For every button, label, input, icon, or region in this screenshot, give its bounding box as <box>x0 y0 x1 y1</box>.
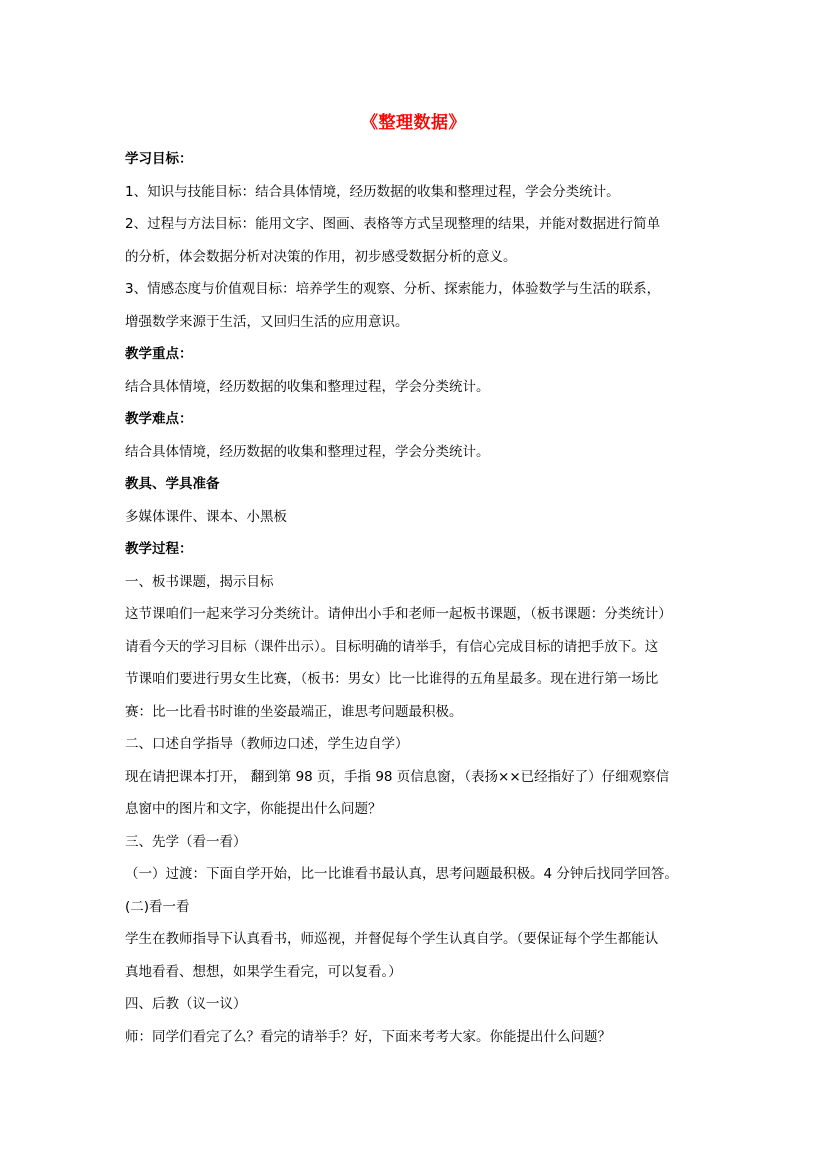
section-heading: 三、先学（看一看） <box>125 833 247 850</box>
paragraph-line: （一）过渡：下面自学开始，比一比谁看书最认真，思考问题最积极。4 分钟后找同学回答。 <box>125 866 678 882</box>
paragraph-line: 这节课咱们一起来学习分类统计。请伸出小手和老师一起板书课题，（板书课题：分类统计） <box>125 606 672 622</box>
paragraph-line: 息窗中的图片和文字，你能提出什么问题？ <box>125 801 382 817</box>
heading-learning-objectives: 学习目标： <box>125 151 193 167</box>
heading-teaching-aids: 教具、学具准备 <box>125 476 220 492</box>
document-title: 《整理数据》 <box>361 113 466 133</box>
heading-teaching-process: 教学过程： <box>125 541 193 557</box>
paragraph-line: 结合具体情境，经历数据的收集和整理过程，学会分类统计。 <box>125 443 490 460</box>
paragraph-line: 学生在教师指导下认真看书，师巡视，并督促每个学生认真自学。（要保证每个学生都能认 <box>125 931 659 947</box>
paragraph-line: 增强数学来源于生活，又回归生活的应用意识。 <box>125 313 409 330</box>
section-heading: 四、后教（议一议） <box>125 996 247 1012</box>
paragraph-line: 师：同学们看完了么？看完的请举手？好，下面来考考大家。你能提出什么问题？ <box>125 1028 611 1045</box>
document-body <box>125 143 710 1053</box>
paragraph-line: 1、知识与技能目标：结合具体情境，经历数据的收集和整理过程，学会分类统计。 <box>125 183 620 200</box>
section-heading: 二、口述自学指导（教师边口述，学生边自学） <box>125 736 409 752</box>
heading-difficult-points: 教学难点： <box>125 411 193 427</box>
paragraph-line: 的分析，体会数据分析对决策的作用，初步感受数据分析的意义。 <box>125 248 517 265</box>
section-heading: 一、板书课题，揭示目标 <box>125 573 274 590</box>
paragraph-line: 2、过程与方法目标：能用文字、图画、表格等方式呈现整理的结果，并能对数据进行简单 <box>125 216 661 232</box>
paragraph-line: 现在请把课本打开， 翻到第 98 页，手指 98 页信息窗，（表扬××已经指好了）仔细观察信 <box>125 768 670 785</box>
paragraph-line: 赛：比一比看书时谁的坐姿最端正，谁思考问题最积极。 <box>125 703 463 720</box>
paragraph-line: 真地看看、想想，如果学生看完，可以复看。） <box>125 963 402 980</box>
paragraph-line: 请看今天的学习目标（课件出示）。目标明确的请举手，有信心完成目标的请把手放下。这 <box>125 638 659 655</box>
paragraph-line: 多媒体课件、课本、小黑板 <box>125 508 287 525</box>
subsection-heading: (二)看一看 <box>125 898 190 915</box>
paragraph-line: 3、情感态度与价值观目标：培养学生的观察、分析、探索能力，体验数学与生活的联系， <box>125 281 661 297</box>
paragraph-line: 节课咱们要进行男女生比赛，（板书：男女）比一比谁得的五角星最多。现在进行第一场比 <box>125 671 659 687</box>
paragraph-line: 结合具体情境，经历数据的收集和整理过程，学会分类统计。 <box>125 378 490 395</box>
heading-key-points: 教学重点： <box>125 346 193 362</box>
